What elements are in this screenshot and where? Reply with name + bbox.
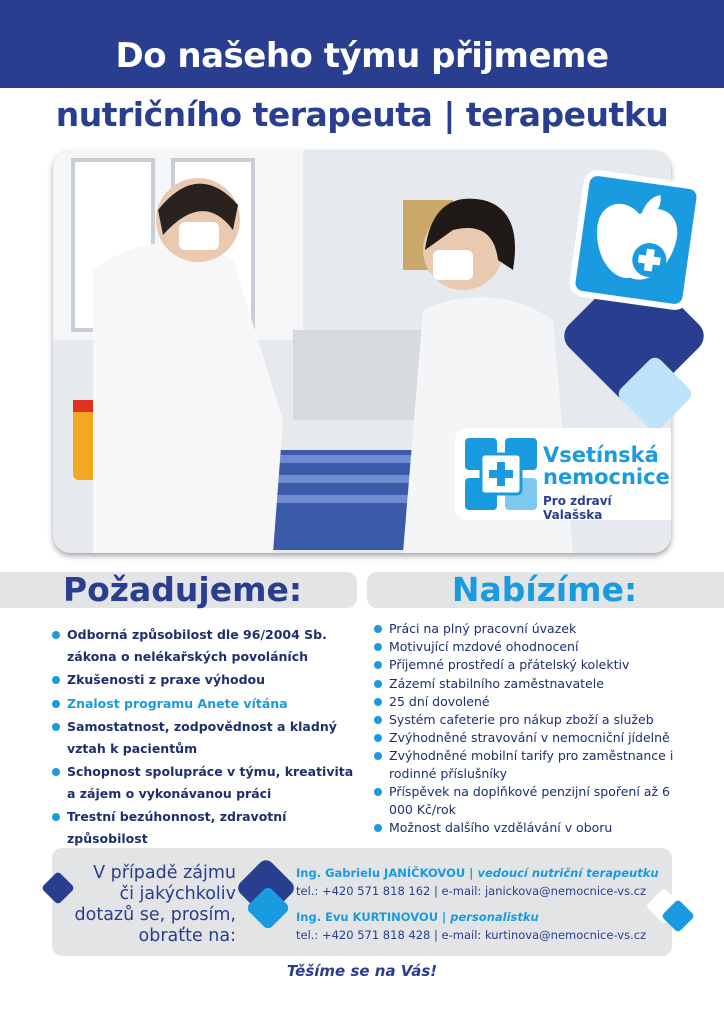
contact-name: Ing. Evu KURTINOVOU xyxy=(296,910,439,924)
list-item: Možnost dalšího vzdělávání v oboru xyxy=(374,819,674,837)
list-item: 25 dní dovolené xyxy=(374,693,674,711)
page-subtitle: nutričního terapeuta | terapeutku xyxy=(55,95,669,134)
list-item: Trestní bezúhonnost, zdravotní způsobilost xyxy=(52,806,362,849)
offers-list xyxy=(374,620,674,837)
contact-name: Ing. Gabrielu JANÍČKOVOU xyxy=(296,866,466,880)
hospital-name-line1: Vsetínská xyxy=(543,443,659,467)
list-item: Zkušenosti z praxe výhodou xyxy=(52,669,362,691)
page-title: Do našeho týmu přijmeme xyxy=(115,36,609,76)
list-item: Zázemí stabilního zaměstnavatele xyxy=(374,675,674,693)
list-item: Příjemné prostředí a přátelský kolektiv xyxy=(374,656,674,674)
hospital-logo xyxy=(455,428,671,520)
hospital-tagline: Pro zdraví Valašska xyxy=(543,494,612,522)
list-item: Příspěvek na doplňkové penzijní spoření až 6 000 Kč/rok xyxy=(374,783,674,818)
list-item: Schopnost spolupráce v týmu, kreativita a zájem o vykonávanou práci xyxy=(52,761,362,804)
list-item: Znalost programu Anete vítána xyxy=(52,693,362,715)
list-item: Motivující mzdové ohodnocení xyxy=(374,638,674,656)
list-item: Práci na plný pracovní úvazek xyxy=(374,620,674,638)
contact-role: | personalistku xyxy=(442,910,539,924)
requirements-list xyxy=(52,624,362,851)
contact-role: | vedoucí nutriční terapeutku xyxy=(469,866,659,880)
offers-heading: Nabízíme: xyxy=(451,570,638,609)
list-item: Samostatnost, zodpovědnost a kladný vztah k pacientům xyxy=(52,716,362,759)
list-item: Zvýhodněné mobilní tarify pro zaměstnance i rodinné příslušníky xyxy=(374,747,674,782)
list-item: Zvýhodněné stravování v nemocniční jídelně xyxy=(374,729,674,747)
list-item: Odborná způsobilost dle 96/2004 Sb. zákona o nelékařských povoláních xyxy=(52,624,362,667)
hospital-cross-icon xyxy=(465,438,537,510)
contact-2-details: tel.: +420 571 818 428 | e-mail: kurtinova@nemocnice-vs.cz xyxy=(296,928,647,942)
contact-person-1 xyxy=(296,866,659,880)
closing-line: Těšíme se na Vás! xyxy=(286,962,438,980)
list-item: Systém cafeterie pro nákup zboží a služeb xyxy=(374,711,674,729)
contact-person-2 xyxy=(296,910,539,924)
requirements-heading: Požadujeme: xyxy=(62,570,303,609)
contact-1-details: tel.: +420 571 818 162 | e-mail: janickova@nemocnice-vs.cz xyxy=(296,884,647,898)
hospital-name-line2: nemocnice xyxy=(543,465,670,489)
contact-prompt: V případě zájmu či jakýchkoliv dotazů se, prosím, obraťte na: xyxy=(74,863,236,946)
apple-icon xyxy=(568,168,705,311)
